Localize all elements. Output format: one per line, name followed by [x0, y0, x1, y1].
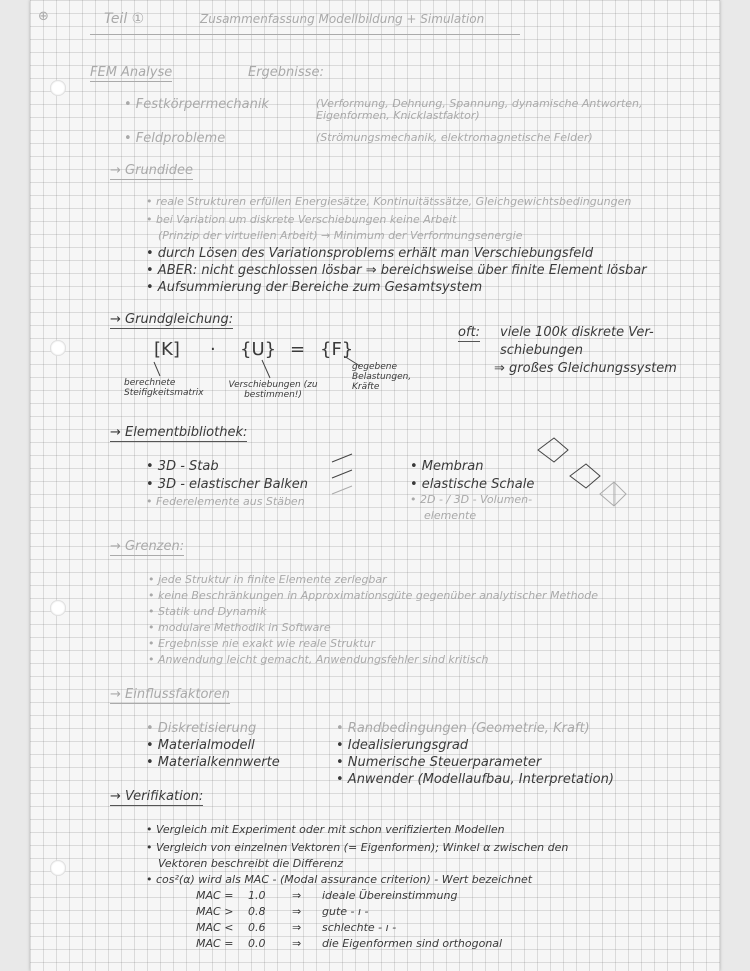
- element-item: • 3D - elastischer Balken: [146, 477, 308, 492]
- intro-item-detail: (Strömungsmechanik, elektromagnetische Felder): [316, 131, 593, 144]
- einfluss-heading: → Einflussfaktoren: [110, 687, 230, 702]
- element-item: • 2D - / 3D - Volumen-: [410, 493, 533, 506]
- element-heading: → Elementbibliothek:: [110, 425, 248, 440]
- grenzen-item: • keine Beschränkungen in Approximationsgüte gegenüber analytischer Methode: [148, 589, 599, 602]
- grundidee-heading: → Grundidee: [110, 163, 194, 178]
- oft-label: oft:: [458, 325, 481, 340]
- equation-dot: ·: [210, 339, 216, 360]
- mac-arrow: ⇒: [292, 889, 302, 902]
- einfluss-item: • Anwender (Modellaufbau, Interpretation): [336, 772, 614, 787]
- verifikation-item: Vektoren beschreibt die Differenz: [158, 857, 344, 870]
- header-underline: [90, 34, 520, 35]
- oft-line: ⇒ großes Gleichungssystem: [494, 361, 677, 376]
- mac-arrow: ⇒: [292, 921, 302, 934]
- mac-desc: gute - ı -: [322, 905, 369, 918]
- mac-value: 0.8: [248, 905, 266, 918]
- punch-hole: [50, 80, 66, 96]
- element-item: elemente: [424, 509, 477, 522]
- mac-value: 0.0: [248, 937, 266, 950]
- verifikation-item: • cos²(α) wird als MAC - (Modal assurance criterion) - Wert bezeichnet: [146, 873, 533, 886]
- grundidee-item: • reale Strukturen erfüllen Energiesätze, Kontinuitätssätze, Gleichgewichtsbedingungen: [146, 195, 632, 208]
- mac-value: 0.6: [248, 921, 266, 934]
- punch-hole: [50, 340, 66, 356]
- header-title: Zusammenfassung Modellbildung + Simulation: [200, 12, 485, 26]
- intro-item-label: • Feldprobleme: [124, 131, 226, 146]
- mac-value: 1.0: [248, 889, 266, 902]
- equation-eq: =: [290, 339, 306, 360]
- oft-line: schiebungen: [500, 343, 583, 358]
- intro-heading: FEM Analyse: [90, 65, 173, 80]
- mac-arrow: ⇒: [292, 937, 302, 950]
- label-k: berechnete Steifigkeitsmatrix: [124, 378, 204, 398]
- verifikation-heading: → Verifikation:: [110, 789, 204, 804]
- grenzen-item: • modulare Methodik in Software: [148, 621, 331, 634]
- einfluss-item: • Materialmodell: [146, 738, 255, 753]
- equation-k: [K]: [154, 339, 180, 360]
- grundgleichung-heading: → Grundgleichung:: [110, 312, 234, 327]
- grenzen-item: • Statik und Dynamik: [148, 605, 267, 618]
- element-item: • Federelemente aus Stäben: [146, 495, 305, 508]
- verifikation-item: • Vergleich mit Experiment oder mit schon verifizierten Modellen: [146, 823, 505, 836]
- mac-desc: schlechte - ı -: [322, 921, 397, 934]
- bar-element-icon: [330, 452, 360, 502]
- grundidee-item: • Aufsummierung der Bereiche zum Gesamtsystem: [146, 280, 483, 295]
- oft-line: viele 100k diskrete Ver-: [500, 325, 654, 340]
- einfluss-item: • Randbedingungen (Geometrie, Kraft): [336, 721, 590, 736]
- einfluss-item: • Numerische Steuerparameter: [336, 755, 542, 770]
- element-item: • 3D - Stab: [146, 459, 219, 474]
- grundidee-item: (Prinzip der virtuellen Arbeit) → Minimum der Verformungsenergie: [158, 229, 523, 242]
- grenzen-item: • Anwendung leicht gemacht, Anwendungsfehler sind kritisch: [148, 653, 489, 666]
- shell-element-icon: [530, 434, 640, 524]
- grundidee-item: • ABER: nicht geschlossen lösbar ⇒ bereichsweise über finite Element lösbar: [146, 263, 647, 278]
- einfluss-item: • Materialkennwerte: [146, 755, 280, 770]
- grundidee-item: • bei Variation um diskrete Verschiebungen keine Arbeit: [146, 213, 457, 226]
- mac-label: MAC =: [196, 889, 234, 902]
- equation-u: {U}: [240, 339, 277, 360]
- label-f: gegebene Belastungen, Kräfte: [352, 362, 412, 392]
- mac-label: MAC <: [196, 921, 234, 934]
- grenzen-heading: → Grenzen:: [110, 539, 185, 554]
- grundidee-item: • durch Lösen des Variationsproblems erhält man Verschiebungsfeld: [146, 246, 594, 261]
- header-topic: Teil ①: [104, 11, 145, 27]
- grenzen-item: • Ergebnisse nie exakt wie reale Struktur: [148, 637, 376, 650]
- intro-sub: Ergebnisse:: [248, 65, 324, 80]
- mac-arrow: ⇒: [292, 905, 302, 918]
- einfluss-item: • Idealisierungsgrad: [336, 738, 469, 753]
- mac-desc: ideale Übereinstimmung: [322, 889, 458, 902]
- grenzen-item: • jede Struktur in finite Elemente zerlegbar: [148, 573, 387, 586]
- punch-hole: [50, 860, 66, 876]
- page-number-icon: ⊕: [38, 9, 49, 24]
- intro-item-label: • Festkörpermechanik: [124, 97, 269, 112]
- mac-label: MAC >: [196, 905, 234, 918]
- element-item: • Membran: [410, 459, 484, 474]
- punch-hole: [50, 600, 66, 616]
- mac-label: MAC =: [196, 937, 234, 950]
- element-item: • elastische Schale: [410, 477, 535, 492]
- equation-f: {F}: [320, 339, 354, 360]
- intro-item-detail: (Verformung, Dehnung, Spannung, dynamische Antworten, Eigenformen, Knicklastfaktor): [316, 97, 643, 122]
- mac-desc: die Eigenformen sind orthogonal: [322, 937, 503, 950]
- verifikation-item: • Vergleich von einzelnen Vektoren (= Eigenformen); Winkel α zwischen den: [146, 841, 569, 854]
- einfluss-item: • Diskretisierung: [146, 721, 257, 736]
- label-u: Verschiebungen (zu bestimmen!): [228, 380, 318, 400]
